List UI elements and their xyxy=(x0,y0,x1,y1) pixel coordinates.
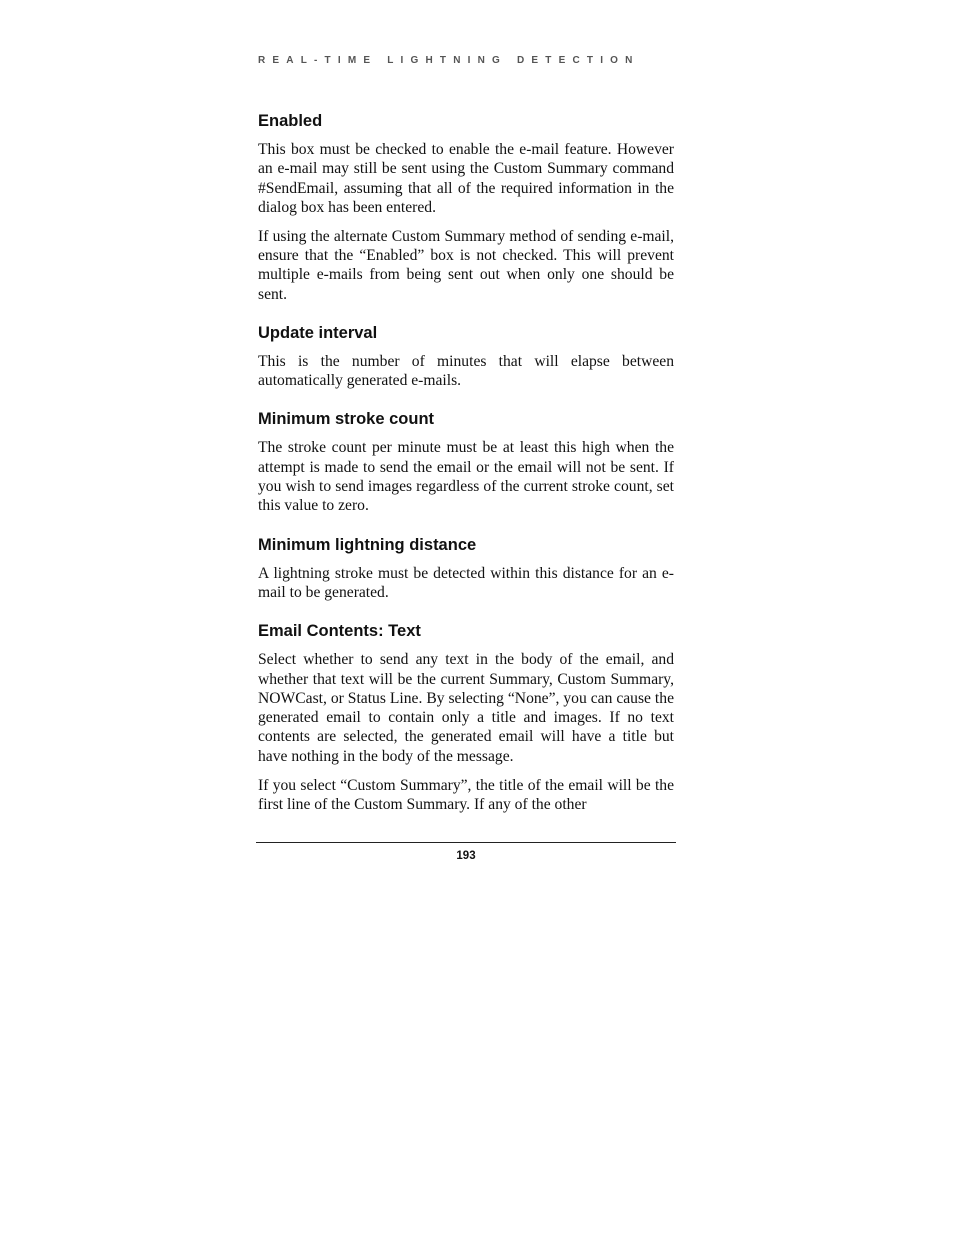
section-heading: Update interval xyxy=(258,323,378,342)
body-paragraph: This box must be checked to enable the e-mail feature. However an e-mail may still be sent using the Custom Summary command #SendEmail, assuming that all of the required information in the dialog box has been entered. xyxy=(258,141,674,216)
section-heading: Enabled xyxy=(258,112,323,130)
body-paragraph: If using the alternate Custom Summary method of sending e-mail, ensure that the “Enabled” box is not checked. This will prevent multiple e-mails from being sent out when only one should be sent. xyxy=(258,227,674,303)
body-paragraph: If you select “Custom Summary”, the title of the email will be the first line of the Custom Summary. If any of the other xyxy=(258,776,674,813)
body-paragraph: This is the number of minutes that will elapse between automatically generated e-mails. xyxy=(258,352,674,390)
body-paragraph: The stroke count per minute must be at least this high when the attempt is made to send the email or the email will not be sent. If you wish to send images regardless of the current stroke count, set this value to zero. xyxy=(258,439,674,515)
section-update-interval xyxy=(258,322,674,391)
section-enabled xyxy=(258,110,674,304)
section-heading: Email Contents: Text xyxy=(258,622,421,641)
footer-rule xyxy=(256,842,676,843)
section-email-contents-text xyxy=(258,620,674,814)
section-minimum-stroke-count xyxy=(258,408,674,515)
section-heading: Minimum stroke count xyxy=(258,410,435,429)
body-paragraph: A lightning stroke must be detected within this distance for an e-mail to be generated. xyxy=(258,564,674,601)
section-minimum-lightning-distance xyxy=(258,534,674,603)
page-content xyxy=(258,110,674,832)
running-header: REAL-TIME LIGHTNING DETECTION xyxy=(258,55,640,66)
body-paragraph: Select whether to send any text in the body of the email, and whether that text will be the current Summary, Custom Summary, NOWCast, or Status Line. By selecting “None”, you can cause the generated email to contain only a title and images. If no text contents are selected, the generated email will have a title but have nothing in the body of the message. xyxy=(258,651,674,765)
section-heading: Minimum lightning distance xyxy=(258,535,477,554)
page-number: 193 xyxy=(456,850,476,862)
